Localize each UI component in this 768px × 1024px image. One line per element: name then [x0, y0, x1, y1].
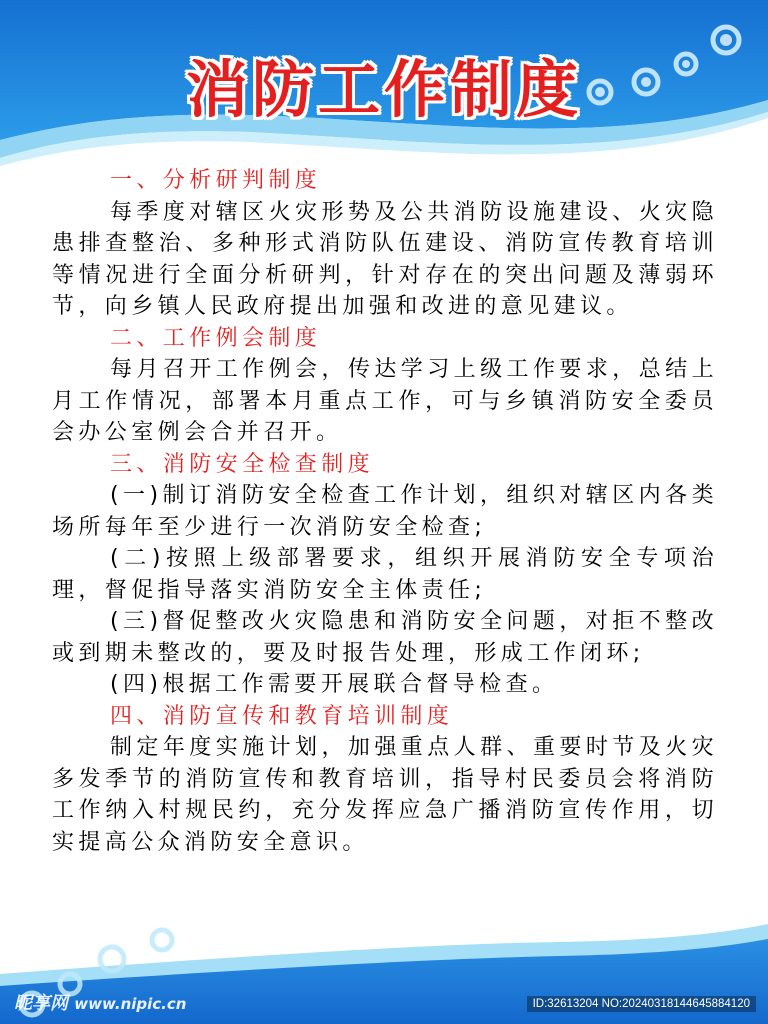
section-heading: 一、分析研判制度 [110, 168, 322, 193]
section-paragraph: 每月召开工作例会，传达学习上级工作要求，总结上月工作情况，部署本月重点工作，可与乡镇消防安全委员会办公室例会合并召开。 [52, 357, 718, 445]
section-paragraph: (四)根据工作需要开展联合督导检查。 [110, 672, 559, 697]
watermark-brand: 昵享网 [14, 993, 68, 1014]
section-paragraph: (二)按照上级部署要求，组织开展消防安全专项治理，督促指导落实消防安全主体责任; [52, 546, 718, 603]
nipic-watermark [14, 989, 186, 1015]
page-title: 消防工作制度 [185, 53, 582, 126]
section-heading: 二、工作例会制度 [110, 325, 322, 351]
watermark-site: www.nipic.cn [74, 995, 187, 1013]
section-paragraph: 制定年度实施计划，加强重点人群、重要时节及火灾多发季节的消防宣传和教育培训，指导村民委员会将消防工作纳入村规民约，充分发挥应急广播消防宣传作用，切实提高公众消防安全意识。 [52, 735, 718, 855]
section-heading: 三、消防安全检查制度 [110, 451, 375, 477]
section-heading: 四、消防宣传和教育培训制度 [110, 703, 454, 729]
regulation-body [52, 165, 718, 858]
image-id-watermark: ID:32613204 NO:20240318144645884120 [527, 996, 756, 1012]
section-paragraph: (一)制订消防安全检查工作计划，组织对辖区内各类场所每年至少进行一次消防安全检查; [52, 483, 718, 540]
section-paragraph: 每季度对辖区火灾形势及公共消防设施建设、火灾隐患排查整治、多种形式消防队伍建设、消防宣传教育培训等情况进行全面分析研判，针对存在的突出问题及薄弱环节，向乡镇人民政府提出加强和改进的意见建议。 [52, 199, 718, 319]
section-paragraph: (三)督促整改火灾隐患和消防安全问题，对拒不整改或到期未整改的，要及时报告处理，形成工作闭环; [52, 609, 718, 666]
